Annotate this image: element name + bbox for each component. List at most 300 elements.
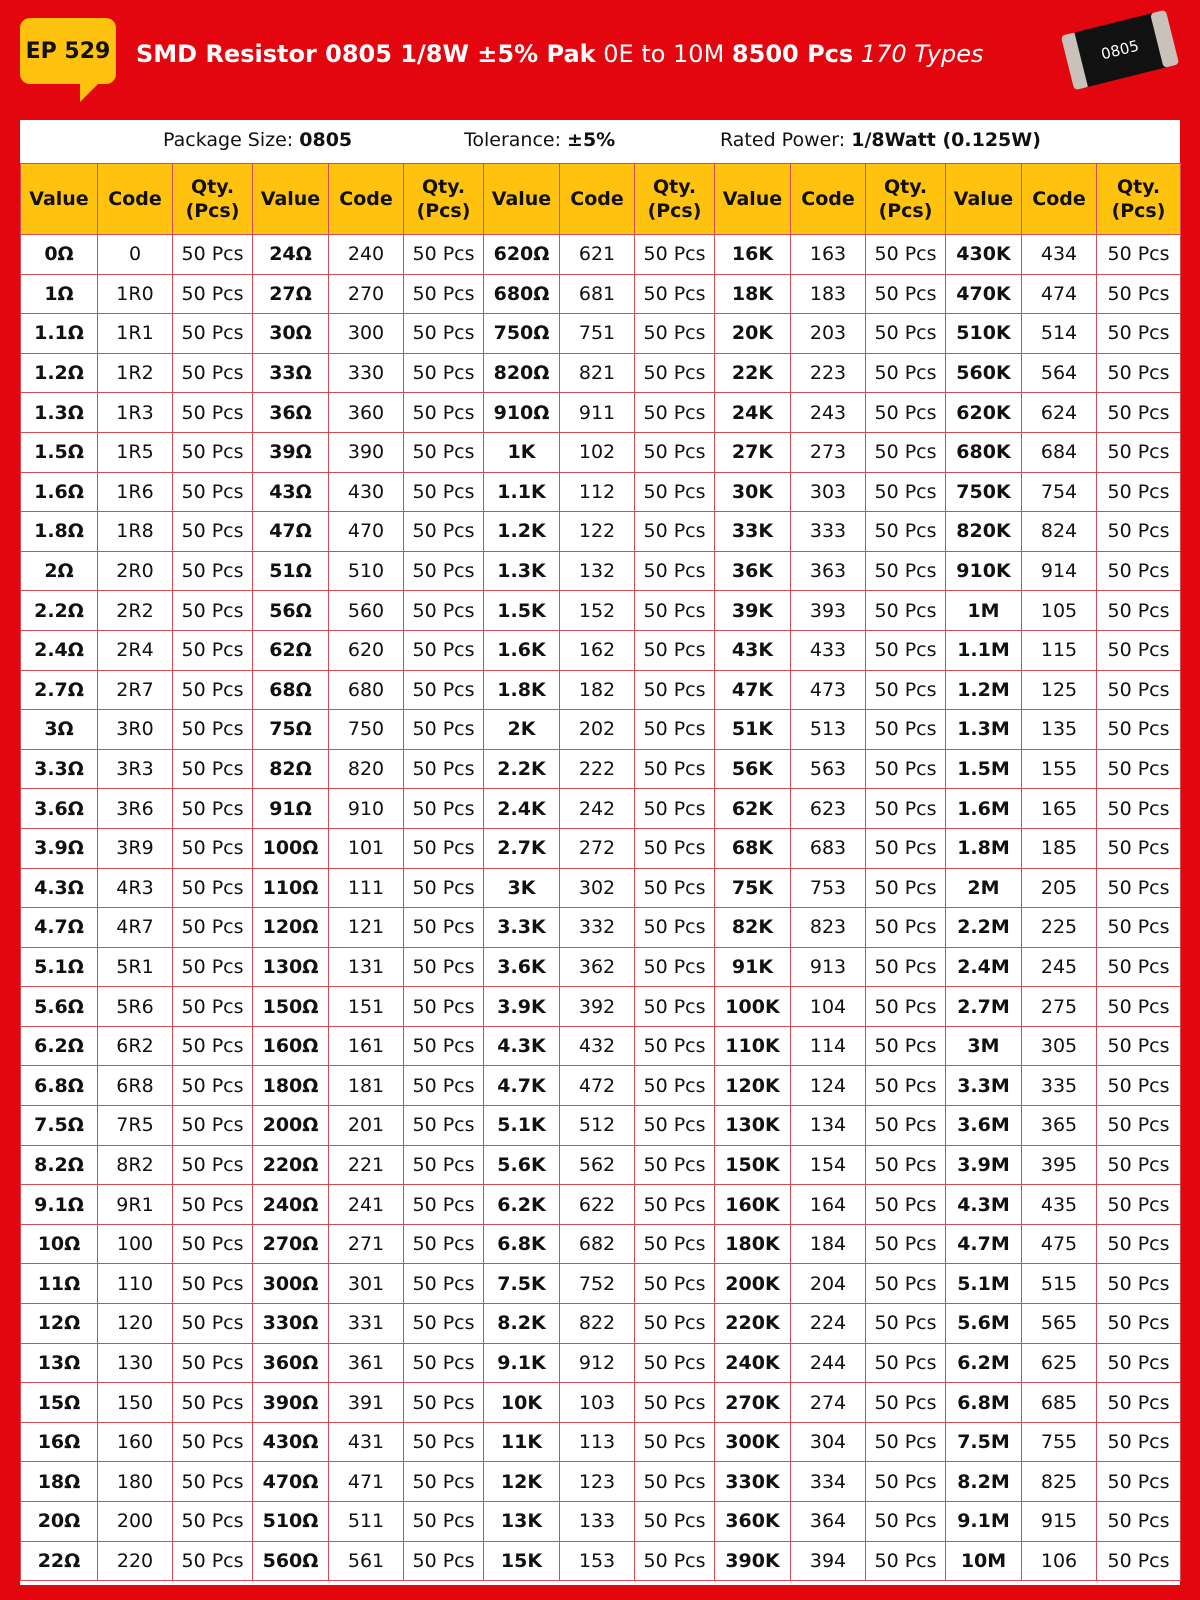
table-row	[21, 828, 1181, 868]
cell-qty: 50 Pcs	[173, 432, 253, 472]
cell-qty: 50 Pcs	[1097, 235, 1181, 275]
cell-value: 5.1K	[484, 1106, 560, 1146]
cell-qty: 50 Pcs	[866, 1224, 946, 1264]
table-row	[21, 1145, 1181, 1185]
cell-code: 750	[329, 710, 404, 750]
spec-package: Package Size: 0805	[163, 129, 353, 151]
cell-qty: 50 Pcs	[1097, 591, 1181, 631]
cell-qty: 50 Pcs	[1097, 987, 1181, 1027]
cell-qty: 50 Pcs	[635, 472, 715, 512]
cell-qty: 50 Pcs	[866, 670, 946, 710]
cell-code: 185	[1022, 828, 1097, 868]
cell-value: 91K	[715, 947, 791, 987]
smd-chip-icon	[1061, 10, 1179, 90]
cell-value: 10K	[484, 1383, 560, 1423]
cell-code: 363	[791, 551, 866, 591]
cell-qty: 50 Pcs	[404, 591, 484, 631]
cell-qty: 50 Pcs	[866, 1066, 946, 1106]
cell-qty: 50 Pcs	[635, 512, 715, 552]
episode-badge: EP 529	[20, 18, 116, 84]
cell-code: 113	[560, 1422, 635, 1462]
cell-value: 2.4M	[946, 947, 1022, 987]
cell-value: 430Ω	[253, 1422, 329, 1462]
cell-value: 15K	[484, 1541, 560, 1581]
cell-value: 51K	[715, 710, 791, 750]
cell-code: 362	[560, 947, 635, 987]
cell-qty: 50 Pcs	[866, 1106, 946, 1146]
table-row	[21, 235, 1181, 275]
cell-value: 3.6K	[484, 947, 560, 987]
column-header-value: Value	[253, 164, 329, 235]
cell-code: 390	[329, 432, 404, 472]
column-header-value: Value	[946, 164, 1022, 235]
cell-code: 130	[98, 1343, 173, 1383]
cell-code: 5R6	[98, 987, 173, 1027]
column-header-qty: Qty. (Pcs)	[1097, 164, 1181, 235]
cell-code: 1R2	[98, 353, 173, 393]
cell-code: 680	[329, 670, 404, 710]
cell-qty: 50 Pcs	[1097, 1066, 1181, 1106]
cell-qty: 50 Pcs	[635, 1145, 715, 1185]
table-row	[21, 947, 1181, 987]
cell-qty: 50 Pcs	[866, 1383, 946, 1423]
cell-value: 13K	[484, 1502, 560, 1542]
cell-qty: 50 Pcs	[404, 551, 484, 591]
cell-value: 39Ω	[253, 432, 329, 472]
cell-qty: 50 Pcs	[635, 828, 715, 868]
cell-value: 2.2K	[484, 749, 560, 789]
cell-code: 120	[98, 1304, 173, 1344]
cell-code: 131	[329, 947, 404, 987]
cell-qty: 50 Pcs	[1097, 1106, 1181, 1146]
column-header-code: Code	[791, 164, 866, 235]
cell-value: 3K	[484, 868, 560, 908]
cell-value: 1.2K	[484, 512, 560, 552]
cell-code: 154	[791, 1145, 866, 1185]
cell-value: 33K	[715, 512, 791, 552]
cell-code: 391	[329, 1383, 404, 1423]
cell-value: 10Ω	[21, 1224, 98, 1264]
table-row	[21, 1422, 1181, 1462]
cell-qty: 50 Pcs	[635, 432, 715, 472]
cell-code: 151	[329, 987, 404, 1027]
cell-value: 3.3Ω	[21, 749, 98, 789]
cell-qty: 50 Pcs	[173, 710, 253, 750]
cell-code: 822	[560, 1304, 635, 1344]
table-row	[21, 1304, 1181, 1344]
cell-value: 13Ω	[21, 1343, 98, 1383]
cell-code: 561	[329, 1541, 404, 1581]
cell-value: 4.3Ω	[21, 868, 98, 908]
cell-code: 432	[560, 1026, 635, 1066]
column-header-code: Code	[98, 164, 173, 235]
cell-code: 360	[329, 393, 404, 433]
cell-value: 11Ω	[21, 1264, 98, 1304]
cell-value: 6.8K	[484, 1224, 560, 1264]
cell-qty: 50 Pcs	[635, 670, 715, 710]
cell-qty: 50 Pcs	[173, 789, 253, 829]
cell-value: 11K	[484, 1422, 560, 1462]
cell-qty: 50 Pcs	[173, 630, 253, 670]
cell-code: 625	[1022, 1343, 1097, 1383]
cell-qty: 50 Pcs	[404, 1462, 484, 1502]
cell-value: 160Ω	[253, 1026, 329, 1066]
column-header-qty: Qty. (Pcs)	[404, 164, 484, 235]
cell-qty: 50 Pcs	[404, 274, 484, 314]
cell-value: 270K	[715, 1383, 791, 1423]
cell-value: 160K	[715, 1185, 791, 1225]
cell-value: 2.4Ω	[21, 630, 98, 670]
cell-qty: 50 Pcs	[635, 710, 715, 750]
cell-value: 1Ω	[21, 274, 98, 314]
cell-value: 18Ω	[21, 1462, 98, 1502]
table-row	[21, 710, 1181, 750]
cell-qty: 50 Pcs	[173, 353, 253, 393]
cell-code: 515	[1022, 1264, 1097, 1304]
cell-qty: 50 Pcs	[173, 1026, 253, 1066]
cell-code: 271	[329, 1224, 404, 1264]
cell-code: 104	[791, 987, 866, 1027]
cell-value: 1.2Ω	[21, 353, 98, 393]
cell-code: 106	[1022, 1541, 1097, 1581]
cell-code: 394	[791, 1541, 866, 1581]
cell-code: 153	[560, 1541, 635, 1581]
cell-value: 91Ω	[253, 789, 329, 829]
cell-qty: 50 Pcs	[404, 1106, 484, 1146]
cell-qty: 50 Pcs	[1097, 947, 1181, 987]
cell-code: 304	[791, 1422, 866, 1462]
cell-qty: 50 Pcs	[866, 472, 946, 512]
cell-code: 245	[1022, 947, 1097, 987]
cell-value: 1M	[946, 591, 1022, 631]
cell-qty: 50 Pcs	[635, 1422, 715, 1462]
cell-value: 470K	[946, 274, 1022, 314]
cell-value: 2.7M	[946, 987, 1022, 1027]
cell-qty: 50 Pcs	[1097, 1264, 1181, 1304]
cell-code: 225	[1022, 908, 1097, 948]
cell-value: 2.2M	[946, 908, 1022, 948]
cell-value: 1.2M	[946, 670, 1022, 710]
cell-code: 514	[1022, 314, 1097, 354]
cell-value: 560K	[946, 353, 1022, 393]
cell-qty: 50 Pcs	[1097, 749, 1181, 789]
cell-code: 623	[791, 789, 866, 829]
cell-value: 36K	[715, 551, 791, 591]
cell-value: 82K	[715, 908, 791, 948]
table-header	[21, 164, 1181, 235]
cell-code: 472	[560, 1066, 635, 1106]
cell-qty: 50 Pcs	[1097, 274, 1181, 314]
cell-qty: 50 Pcs	[404, 235, 484, 275]
cell-qty: 50 Pcs	[866, 1264, 946, 1304]
cell-value: 1.1M	[946, 630, 1022, 670]
cell-code: 102	[560, 432, 635, 472]
cell-code: 165	[1022, 789, 1097, 829]
table-body	[21, 235, 1181, 1581]
page-title	[136, 34, 984, 74]
cell-code: 273	[791, 432, 866, 472]
cell-code: 820	[329, 749, 404, 789]
cell-qty: 50 Pcs	[635, 1541, 715, 1581]
table-row	[21, 1343, 1181, 1383]
cell-value: 62K	[715, 789, 791, 829]
cell-code: 3R9	[98, 828, 173, 868]
cell-value: 7.5Ω	[21, 1106, 98, 1146]
cell-qty: 50 Pcs	[404, 987, 484, 1027]
cell-code: 2R4	[98, 630, 173, 670]
cell-value: 1.1K	[484, 472, 560, 512]
table-row	[21, 1026, 1181, 1066]
cell-qty: 50 Pcs	[1097, 868, 1181, 908]
cell-code: 183	[791, 274, 866, 314]
cell-code: 121	[329, 908, 404, 948]
table-row	[21, 512, 1181, 552]
cell-qty: 50 Pcs	[635, 908, 715, 948]
cell-code: 1R1	[98, 314, 173, 354]
cell-value: 8.2K	[484, 1304, 560, 1344]
cell-value: 820K	[946, 512, 1022, 552]
cell-qty: 50 Pcs	[866, 908, 946, 948]
cell-qty: 50 Pcs	[404, 1026, 484, 1066]
cell-qty: 50 Pcs	[635, 591, 715, 631]
cell-code: 2R2	[98, 591, 173, 631]
cell-qty: 50 Pcs	[635, 630, 715, 670]
cell-qty: 50 Pcs	[866, 868, 946, 908]
cell-qty: 50 Pcs	[1097, 710, 1181, 750]
cell-qty: 50 Pcs	[173, 908, 253, 948]
cell-code: 4R3	[98, 868, 173, 908]
cell-code: 242	[560, 789, 635, 829]
cell-qty: 50 Pcs	[404, 1224, 484, 1264]
cell-qty: 50 Pcs	[173, 1462, 253, 1502]
cell-value: 1.3Ω	[21, 393, 98, 433]
cell-code: 220	[98, 1541, 173, 1581]
cell-value: 5.1M	[946, 1264, 1022, 1304]
cell-value: 5.1Ω	[21, 947, 98, 987]
cell-qty: 50 Pcs	[1097, 1422, 1181, 1462]
cell-value: 68K	[715, 828, 791, 868]
cell-qty: 50 Pcs	[173, 472, 253, 512]
cell-code: 361	[329, 1343, 404, 1383]
cell-value: 750K	[946, 472, 1022, 512]
cell-value: 3.9Ω	[21, 828, 98, 868]
cell-value: 220K	[715, 1304, 791, 1344]
cell-code: 240	[329, 235, 404, 275]
table-row	[21, 393, 1181, 433]
cell-value: 330K	[715, 1462, 791, 1502]
table-row	[21, 630, 1181, 670]
cell-qty: 50 Pcs	[404, 868, 484, 908]
cell-value: 130Ω	[253, 947, 329, 987]
cell-code: 915	[1022, 1502, 1097, 1542]
cell-code: 223	[791, 353, 866, 393]
cell-qty: 50 Pcs	[866, 1343, 946, 1383]
cell-code: 135	[1022, 710, 1097, 750]
cell-value: 27Ω	[253, 274, 329, 314]
cell-qty: 50 Pcs	[1097, 353, 1181, 393]
cell-value: 510K	[946, 314, 1022, 354]
cell-value: 180Ω	[253, 1066, 329, 1106]
cell-code: 124	[791, 1066, 866, 1106]
cell-value: 3.9K	[484, 987, 560, 1027]
cell-qty: 50 Pcs	[404, 314, 484, 354]
cell-code: 475	[1022, 1224, 1097, 1264]
cell-code: 6R8	[98, 1066, 173, 1106]
cell-code: 114	[791, 1026, 866, 1066]
cell-qty: 50 Pcs	[866, 710, 946, 750]
cell-qty: 50 Pcs	[866, 828, 946, 868]
cell-qty: 50 Pcs	[866, 630, 946, 670]
column-header-value: Value	[21, 164, 98, 235]
column-header-code: Code	[560, 164, 635, 235]
cell-value: 8.2M	[946, 1462, 1022, 1502]
cell-value: 2.7Ω	[21, 670, 98, 710]
cell-qty: 50 Pcs	[866, 1541, 946, 1581]
cell-qty: 50 Pcs	[404, 1541, 484, 1581]
cell-value: 47K	[715, 670, 791, 710]
cell-qty: 50 Pcs	[404, 1185, 484, 1225]
cell-qty: 50 Pcs	[866, 274, 946, 314]
cell-qty: 50 Pcs	[866, 591, 946, 631]
cell-value: 75Ω	[253, 710, 329, 750]
cell-code: 241	[329, 1185, 404, 1225]
cell-code: 111	[329, 868, 404, 908]
cell-qty: 50 Pcs	[866, 749, 946, 789]
cell-qty: 50 Pcs	[404, 670, 484, 710]
cell-value: 6.8Ω	[21, 1066, 98, 1106]
table-row	[21, 1066, 1181, 1106]
cell-code: 621	[560, 235, 635, 275]
cell-value: 470Ω	[253, 1462, 329, 1502]
cell-code: 912	[560, 1343, 635, 1383]
cell-code: 752	[560, 1264, 635, 1304]
cell-value: 1K	[484, 432, 560, 472]
cell-qty: 50 Pcs	[866, 235, 946, 275]
cell-value: 68Ω	[253, 670, 329, 710]
cell-code: 272	[560, 828, 635, 868]
cell-qty: 50 Pcs	[404, 353, 484, 393]
cell-code: 3R0	[98, 710, 173, 750]
cell-code: 754	[1022, 472, 1097, 512]
cell-qty: 50 Pcs	[866, 987, 946, 1027]
table-row	[21, 314, 1181, 354]
cell-code: 302	[560, 868, 635, 908]
cell-code: 393	[791, 591, 866, 631]
cell-code: 681	[560, 274, 635, 314]
cell-code: 2R7	[98, 670, 173, 710]
cell-qty: 50 Pcs	[404, 1422, 484, 1462]
cell-value: 18K	[715, 274, 791, 314]
cell-qty: 50 Pcs	[635, 789, 715, 829]
cell-code: 682	[560, 1224, 635, 1264]
cell-value: 3.6Ω	[21, 789, 98, 829]
column-header-value: Value	[715, 164, 791, 235]
cell-value: 300Ω	[253, 1264, 329, 1304]
cell-qty: 50 Pcs	[173, 314, 253, 354]
table-row	[21, 1541, 1181, 1581]
cell-value: 910Ω	[484, 393, 560, 433]
cell-qty: 50 Pcs	[635, 274, 715, 314]
cell-qty: 50 Pcs	[173, 1383, 253, 1423]
cell-qty: 50 Pcs	[404, 1502, 484, 1542]
cell-qty: 50 Pcs	[404, 393, 484, 433]
cell-value: 680Ω	[484, 274, 560, 314]
cell-value: 33Ω	[253, 353, 329, 393]
cell-qty: 50 Pcs	[404, 472, 484, 512]
cell-value: 4.7M	[946, 1224, 1022, 1264]
cell-qty: 50 Pcs	[173, 591, 253, 631]
cell-value: 2.4K	[484, 789, 560, 829]
cell-qty: 50 Pcs	[1097, 1383, 1181, 1423]
cell-qty: 50 Pcs	[404, 512, 484, 552]
cell-qty: 50 Pcs	[1097, 1462, 1181, 1502]
cell-value: 1.6K	[484, 630, 560, 670]
cell-value: 22Ω	[21, 1541, 98, 1581]
cell-qty: 50 Pcs	[173, 868, 253, 908]
cell-qty: 50 Pcs	[866, 1502, 946, 1542]
cell-code: 1R0	[98, 274, 173, 314]
cell-qty: 50 Pcs	[404, 432, 484, 472]
cell-value: 560Ω	[253, 1541, 329, 1581]
cell-value: 24Ω	[253, 235, 329, 275]
cell-qty: 50 Pcs	[1097, 828, 1181, 868]
cell-code: 205	[1022, 868, 1097, 908]
cell-value: 240Ω	[253, 1185, 329, 1225]
cell-value: 110K	[715, 1026, 791, 1066]
cell-code: 510	[329, 551, 404, 591]
cell-value: 120K	[715, 1066, 791, 1106]
cell-qty: 50 Pcs	[404, 1343, 484, 1383]
cell-qty: 50 Pcs	[1097, 512, 1181, 552]
cell-value: 1.1Ω	[21, 314, 98, 354]
cell-value: 2M	[946, 868, 1022, 908]
cell-value: 82Ω	[253, 749, 329, 789]
cell-code: 331	[329, 1304, 404, 1344]
cell-qty: 50 Pcs	[404, 630, 484, 670]
cell-value: 1.5M	[946, 749, 1022, 789]
cell-qty: 50 Pcs	[173, 1304, 253, 1344]
cell-code: 1R8	[98, 512, 173, 552]
cell-value: 1.5Ω	[21, 432, 98, 472]
cell-qty: 50 Pcs	[635, 1026, 715, 1066]
cell-value: 1.6Ω	[21, 472, 98, 512]
cell-code: 224	[791, 1304, 866, 1344]
cell-qty: 50 Pcs	[173, 749, 253, 789]
cell-value: 1.5K	[484, 591, 560, 631]
cell-value: 2K	[484, 710, 560, 750]
cell-code: 303	[791, 472, 866, 512]
cell-code: 105	[1022, 591, 1097, 631]
cell-qty: 50 Pcs	[1097, 472, 1181, 512]
cell-value: 200K	[715, 1264, 791, 1304]
cell-code: 123	[560, 1462, 635, 1502]
cell-qty: 50 Pcs	[635, 314, 715, 354]
cell-value: 430K	[946, 235, 1022, 275]
cell-qty: 50 Pcs	[173, 1541, 253, 1581]
cell-code: 2R0	[98, 551, 173, 591]
cell-value: 30K	[715, 472, 791, 512]
cell-code: 473	[791, 670, 866, 710]
cell-code: 100	[98, 1224, 173, 1264]
table-row	[21, 1185, 1181, 1225]
cell-qty: 50 Pcs	[173, 670, 253, 710]
cell-qty: 50 Pcs	[866, 353, 946, 393]
cell-value: 3M	[946, 1026, 1022, 1066]
cell-qty: 50 Pcs	[866, 393, 946, 433]
cell-qty: 50 Pcs	[635, 393, 715, 433]
cell-qty: 50 Pcs	[866, 1026, 946, 1066]
cell-qty: 50 Pcs	[1097, 1343, 1181, 1383]
